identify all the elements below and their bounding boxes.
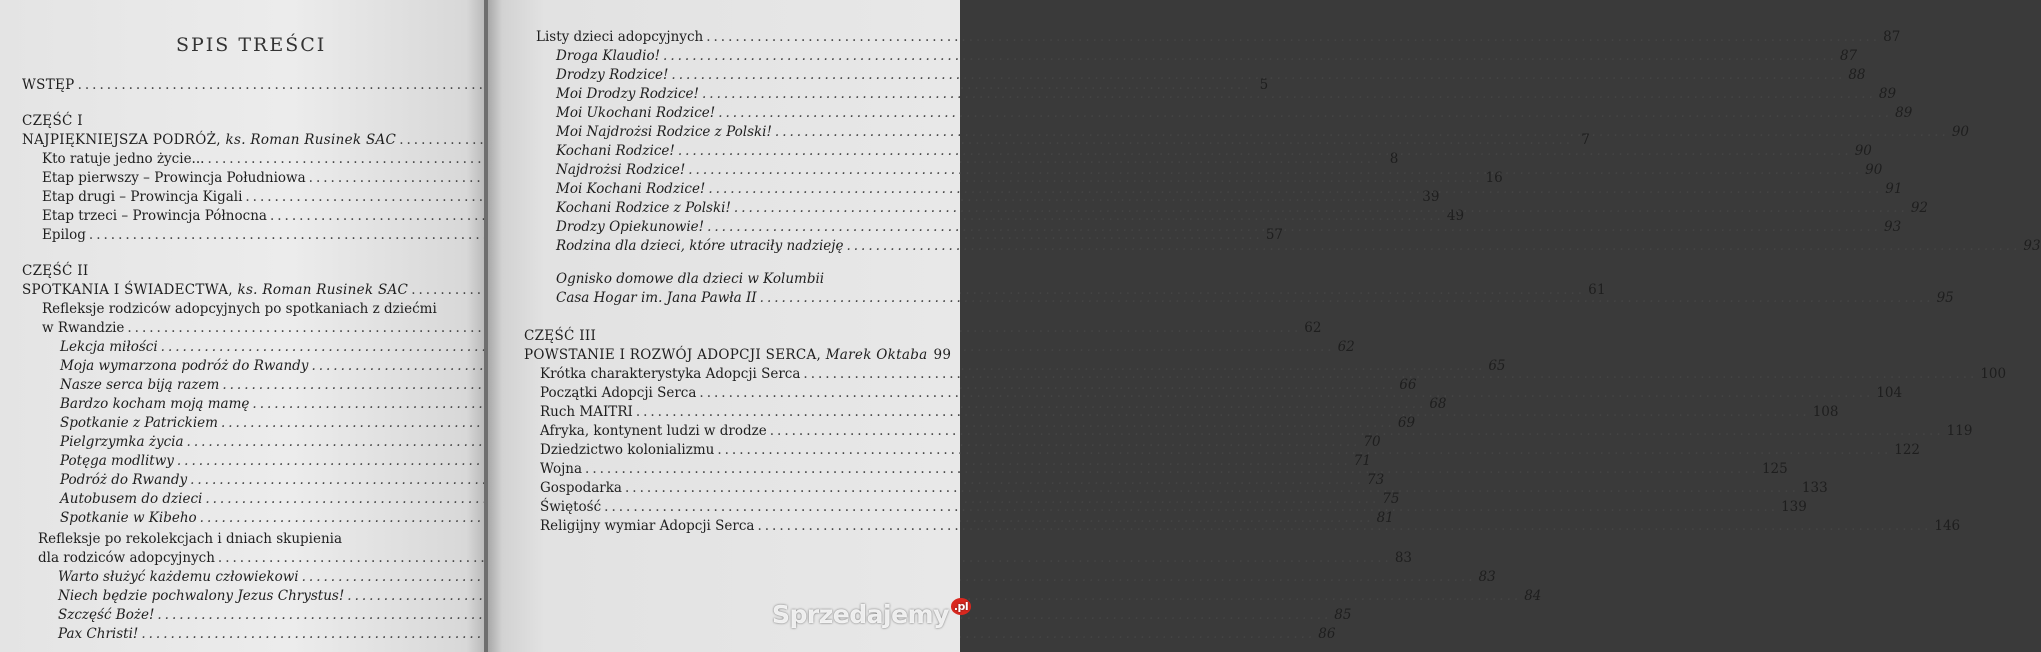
toc-entry: Świętość ..... 139 — [540, 498, 928, 517]
section-title: Ognisko domowe dla dzieci w Kolumbii — [556, 271, 825, 287]
toc-entry: Spotkanie z Patrickiem ..... 69 — [60, 414, 444, 433]
toc-entry: Niech będzie pochwalony Jezus Chrystus! ..... 84 — [58, 587, 444, 606]
toc-entry: Moi Ukochani Rodzice! ..... 89 — [556, 104, 928, 123]
toc-entry: Etap trzeci – Prowincja Północna ..... 49 — [42, 207, 444, 226]
toc-entry: Krótka charakterystyka Adopcji Serca ..... 100 — [540, 365, 928, 384]
part1-number: CZĘŚĆ I — [22, 113, 83, 129]
toc-entry: Początki Adopcji Serca ..... 104 — [540, 384, 928, 403]
part3-number: CZĘŚĆ III — [524, 328, 597, 344]
toc-entry: Kochani Rodzice! ..... 90 — [556, 142, 928, 161]
section-title: Refleksje rodziców adopcyjnych po spotkaniach z dziećmi — [42, 301, 437, 317]
toc-entry: Warto służyć każdemu człowiekowi ..... 83 — [58, 568, 444, 587]
toc-entry: Kto ratuje jedno życie... ..... 8 — [42, 150, 444, 169]
toc-entry: Moja wymarzona podróż do Rwandy ..... 65 — [60, 357, 444, 376]
toc-entry: Podróż do Rwandy ..... 73 — [60, 471, 444, 490]
toc-entry: Pielgrzymka życia ..... 70 — [60, 433, 444, 452]
toc-entry: Afryka, kontynent ludzi w drodze ..... 119 — [540, 422, 928, 441]
toc-entry: Gospodarka ..... 133 — [540, 479, 928, 498]
toc-entry: Najdrożsi Rodzice! ..... 90 — [556, 161, 928, 180]
toc-entry: Szczęść Boże! ..... 85 — [58, 606, 444, 625]
toc-entry: Nasze serca biją razem ..... 66 — [60, 376, 444, 395]
toc-entry: Droga Klaudio! ..... 87 — [556, 47, 928, 66]
toc-entry: Lekcja miłości ..... 62 — [60, 338, 444, 357]
toc-entry: Moi Drodzy Rodzice! ..... 89 — [556, 85, 928, 104]
section-title: Refleksje po rekolekcjach i dniach skupienia — [38, 531, 343, 547]
toc-entry: Etap pierwszy – Prowincja Południowa ..... 16 — [42, 169, 444, 188]
toc-entry: Etap drugi – Prowincja Kigali ..... 39 — [42, 188, 444, 207]
toc-entry: Potęga modlitwy ..... 71 — [60, 452, 444, 471]
toc-entry: Pax Christi! ..... 86 — [58, 625, 444, 644]
toc-entry: Dziedzictwo kolonializmu ..... 122 — [540, 441, 928, 460]
part2-title: SPOTKANIA I ŚWIADECTWA, ks. Roman Rusinek SAC ..... 61 — [22, 281, 444, 300]
toc-entry: Drodzy Rodzice! ..... 88 — [556, 66, 928, 85]
toc-entry: Kochani Rodzice z Polski! ..... 92 — [556, 199, 928, 218]
sprzedajemy-watermark-logo: Sprzedajemy $^{.pl}$ — [772, 600, 971, 629]
part1-title: NAJPIĘKNIEJSZA PODRÓŻ, ks. Roman Rusinek SAC ..... 7 — [22, 131, 444, 150]
toc-entry: Moi Najdrożsi Rodzice z Polski! ..... 90 — [556, 123, 928, 142]
toc-entry: Epilog ..... 57 — [42, 226, 444, 245]
toc-entry: Autobusem do dzieci ..... 75 — [60, 490, 444, 509]
toc-entry: Moi Kochani Rodzice! ..... 91 — [556, 180, 928, 199]
toc-entry: Religijny wymiar Adopcji Serca ..... 146 — [540, 517, 928, 536]
toc-entry: Wojna ..... 125 — [540, 460, 928, 479]
part2-number: CZĘŚĆ II — [22, 263, 89, 279]
section-title: Casa Hogar im. Jana Pawła II ..... 95 — [556, 289, 928, 308]
part3-title: POWSTANIE I ROZWÓJ ADOPCJI SERCA, Marek Oktaba 99 — [524, 347, 952, 363]
section-title: dla rodziców adopcyjnych ..... 83 — [38, 549, 444, 568]
toc-entry-letters: Listy dzieci adopcyjnych ..... 87 — [536, 28, 928, 47]
toc-entry: Spotkanie w Kibeho ..... 81 — [60, 509, 444, 528]
toc-entry-intro: WSTĘP ..... 5 — [22, 76, 444, 95]
toc-entry: Drodzy Opiekunowie! ..... 93 — [556, 218, 928, 237]
toc-entry: Bardzo kocham moją mamę ..... 68 — [60, 395, 444, 414]
toc-entry: Rodzina dla dzieci, które utraciły nadzieję ..... 93 — [556, 237, 928, 256]
toc-entry: Ruch MAITRI ..... 108 — [540, 403, 928, 422]
toc-heading: SPIS TREŚCI — [176, 34, 327, 56]
section-title: w Rwandzie ..... 62 — [42, 319, 444, 338]
